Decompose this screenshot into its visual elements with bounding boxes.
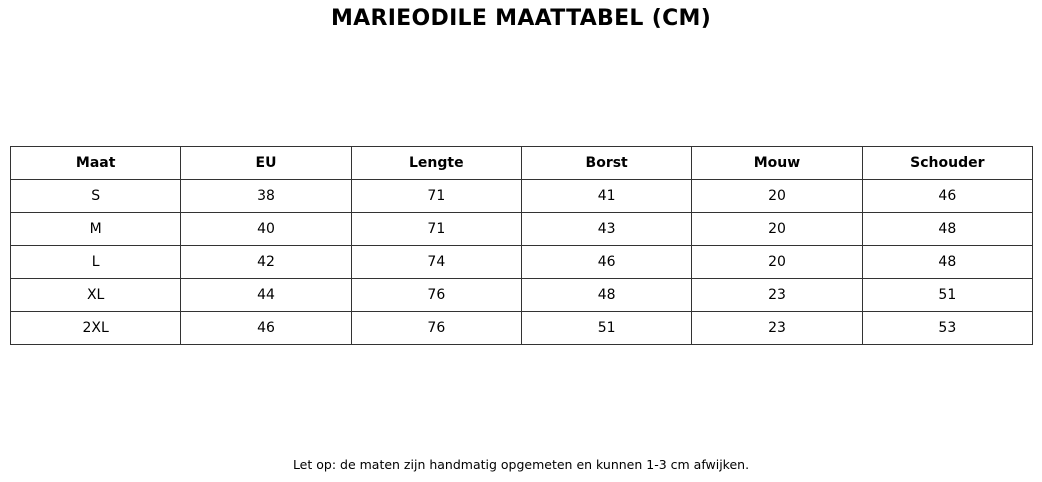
table-cell: 44	[181, 279, 351, 312]
table-cell: 46	[181, 312, 351, 345]
table-cell: 20	[692, 180, 862, 213]
header-cell-maat: Maat	[11, 147, 181, 180]
table-row	[11, 213, 1033, 246]
table-cell: 48	[521, 279, 691, 312]
header-cell-borst: Borst	[521, 147, 691, 180]
table-cell: M	[11, 213, 181, 246]
table-row	[11, 279, 1033, 312]
table-cell: 53	[862, 312, 1032, 345]
header-cell-eu: EU	[181, 147, 351, 180]
table-cell: 74	[351, 246, 521, 279]
table-cell: 46	[521, 246, 691, 279]
footnote: Let op: de maten zijn handmatig opgemeten en kunnen 1-3 cm afwijken.	[292, 457, 750, 472]
table-cell: 51	[521, 312, 691, 345]
table-cell: XL	[11, 279, 181, 312]
header-cell-mouw: Mouw	[692, 147, 862, 180]
table-row	[11, 180, 1033, 213]
table-cell: 42	[181, 246, 351, 279]
table-cell: 76	[351, 279, 521, 312]
table-cell: 48	[862, 246, 1032, 279]
table-cell: 23	[692, 312, 862, 345]
header-cell-schouder: Schouder	[862, 147, 1032, 180]
table-cell: L	[11, 246, 181, 279]
table-row	[11, 246, 1033, 279]
header-cell-lengte: Lengte	[351, 147, 521, 180]
table-cell: 23	[692, 279, 862, 312]
chart-title: MARIEODILE MAATTABEL (CM)	[330, 6, 712, 31]
table-cell: S	[11, 180, 181, 213]
table-cell: 20	[692, 246, 862, 279]
table-cell: 51	[862, 279, 1032, 312]
table-cell: 46	[862, 180, 1032, 213]
table-row	[11, 312, 1033, 345]
table-cell: 76	[351, 312, 521, 345]
table-cell: 20	[692, 213, 862, 246]
table-cell: 43	[521, 213, 691, 246]
size-table	[10, 146, 1033, 345]
table-cell: 71	[351, 180, 521, 213]
table-cell: 41	[521, 180, 691, 213]
table-cell: 38	[181, 180, 351, 213]
table-cell: 71	[351, 213, 521, 246]
table-cell: 48	[862, 213, 1032, 246]
header-row	[11, 147, 1033, 180]
table-cell: 2XL	[11, 312, 181, 345]
table-cell: 40	[181, 213, 351, 246]
